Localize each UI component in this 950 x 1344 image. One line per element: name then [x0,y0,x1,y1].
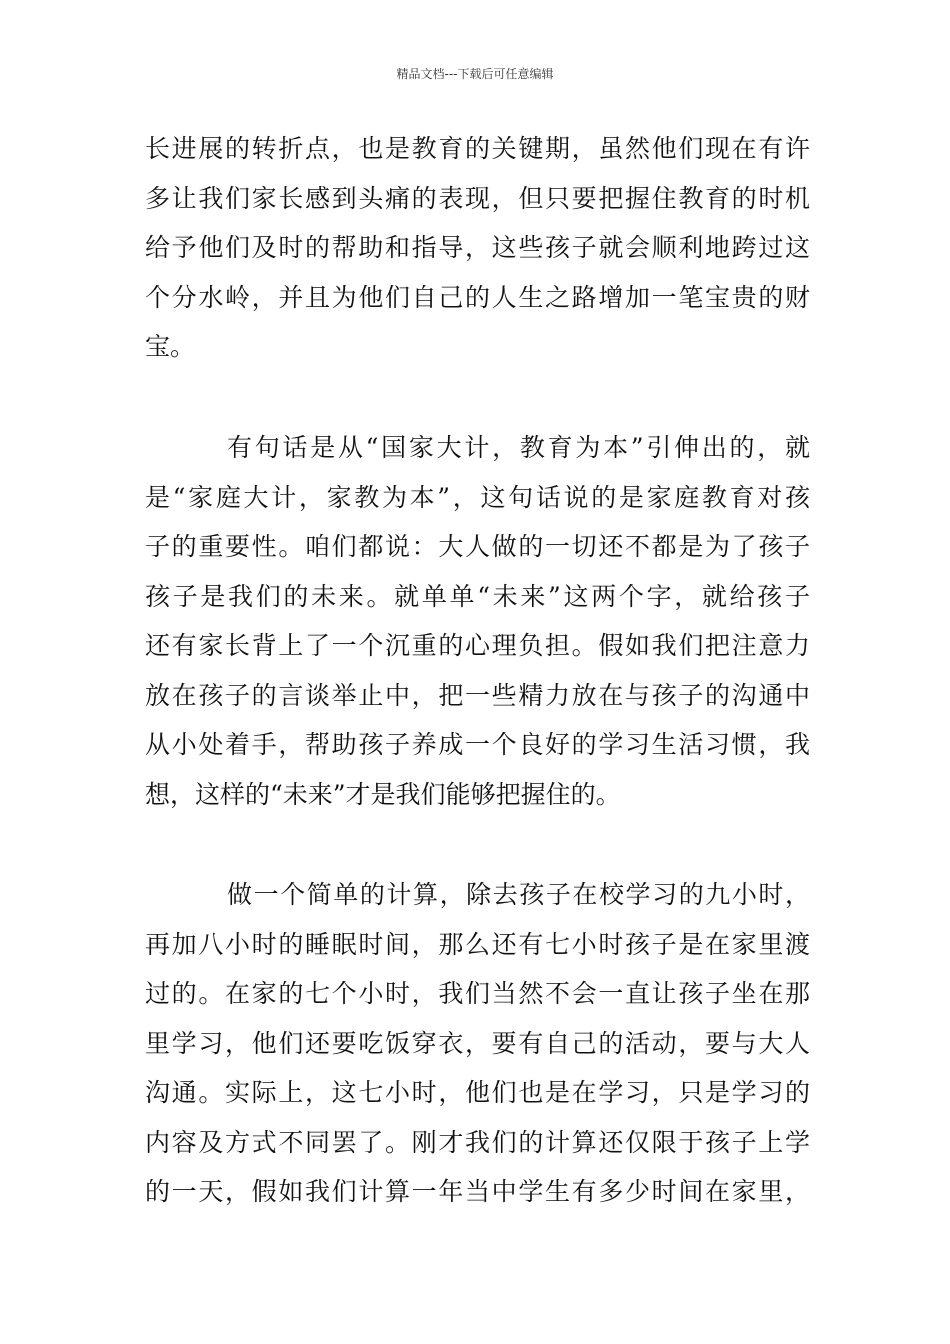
page-header: 精品文档---下载后可任意编辑 [396,67,554,81]
text-line: 做一个简单的计算，除去孩子在校学习的九小时， [227,880,810,909]
text-line: 放在孩子的言谈举止中，把一些精力放在与孩子的沟通中 [145,680,810,710]
text-line: 个分水岭，并且为他们自己的人生之路增加一笔宝贵的财 [145,282,810,312]
paragraph-3 [145,870,810,1217]
text-line: 从小处着手，帮助孩子养成一个良好的学习生活习惯，我 [145,730,810,759]
paragraph-2 [145,423,810,819]
text-line: 内容及方式不同罢了。刚才我们的计算还仅限于孩子上学 [145,1127,810,1157]
text-line: 沟通。实际上，这七小时，他们也是在学习，只是学习的 [145,1078,810,1107]
text-line: 里学习，他们还要吃饭穿衣，要有自己的活动，要与大人 [145,1028,810,1058]
text-line: 孩子是我们的未来。就单单“未来”这两个字，就给孩子 [145,581,810,611]
text-line: 想，这样的“未来”才是我们能够把握住的。 [145,779,621,809]
text-line: 长进展的转折点，也是教育的关键期，虽然他们现在有许 [145,134,810,163]
text-line: 宝。 [145,332,196,361]
text-line: 是“家庭大计，家教为本”，这句话说的是家庭教育对孩 [145,482,810,512]
text-line: 的一天，假如我们计算一年当中学生有多少时间在家里， [145,1177,810,1206]
text-line: 子的重要性。咱们都说：大人做的一切还不都是为了孩子 [145,532,810,561]
text-line: 再加八小时的睡眠时间，那么还有七小时孩子是在家里渡 [145,929,810,959]
text-line: 给予他们及时的帮助和指导，这些孩子就会顺利地跨过这 [145,233,810,262]
text-line: 过的。在家的七个小时，我们当然不会一直让孩子坐在那 [145,979,810,1008]
text-line: 还有家长背上了一个沉重的心理负担。假如我们把注意力 [145,631,810,660]
text-line: 有句话是从“国家大计，教育为本”引伸出的，就 [227,433,810,462]
paragraph-1 [145,124,810,372]
text-line: 多让我们家长感到头痛的表现，但只要把握住教育的时机 [145,183,810,213]
